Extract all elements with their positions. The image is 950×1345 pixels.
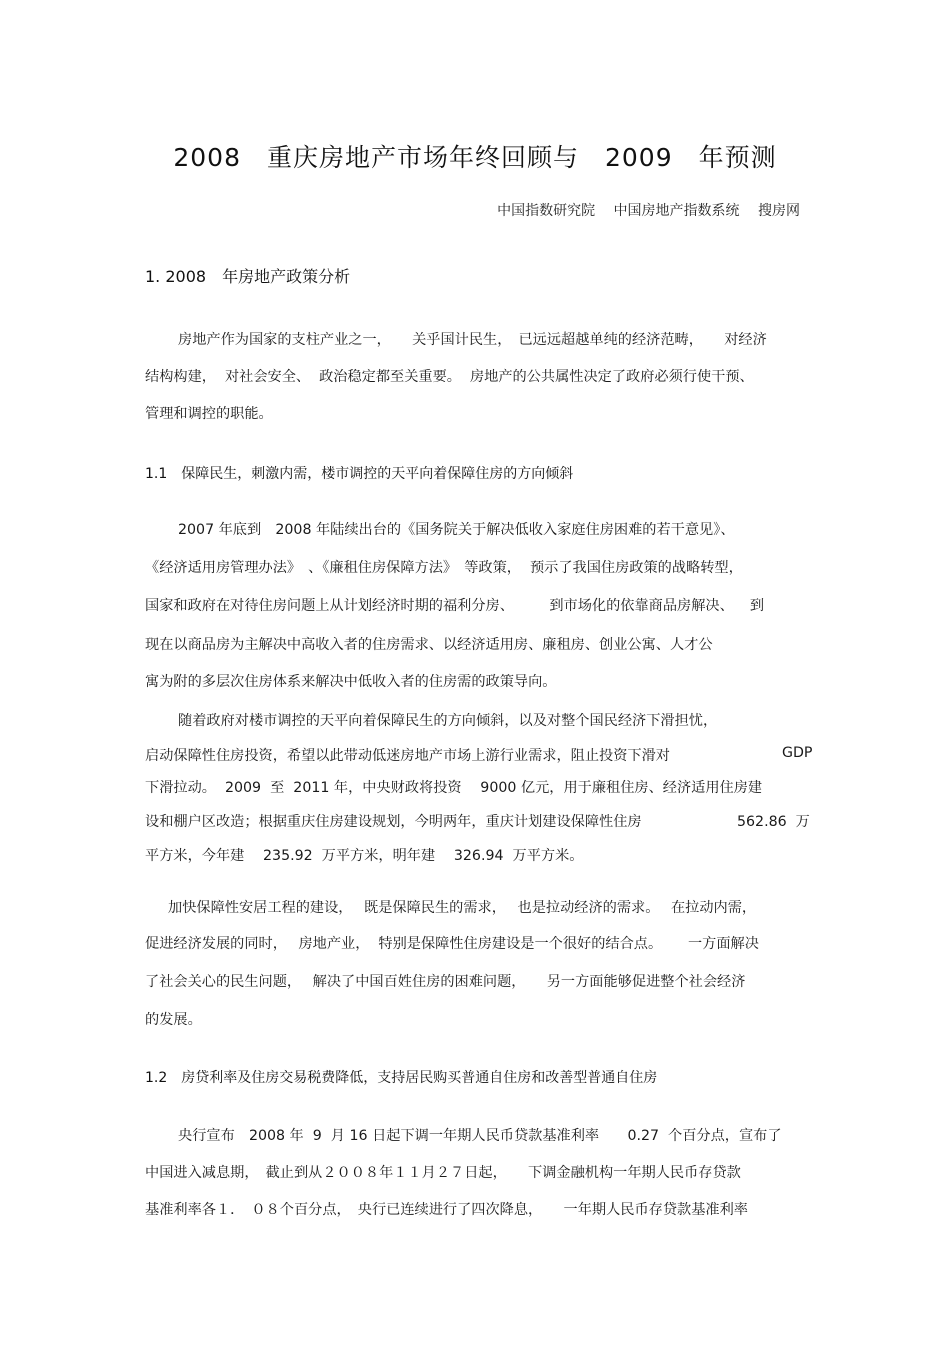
paragraph-line: 中国进入减息期， 截止到从２００８年１１月２７日起， 下调金融机构一年期人民币存贷款 [145,1165,741,1181]
paragraph-line: 促进经济发展的同时， 房地产业， 特别是保障性住房建设是一个很好的结合点。 一方面解决 [145,936,759,952]
document-title: 2008 重庆房地产市场年终回顾与 2009 年预测 [173,143,777,172]
paragraph-line: 随着政府对楼市调控的天平向着保障民生的方向倾斜，以及对整个国民经济下滑担忧， [178,713,718,729]
section-heading-1-1: 1.1 保障民生，刺激内需，楼市调控的天平向着保障住房的方向倾斜 [145,466,574,482]
paragraph-line: 2007 年底到 2008 年陆续出台的《国务院关于解决低收入家庭住房困难的若干意见》、 [178,522,735,538]
paragraph-line: 房地产作为国家的支柱产业之一， 关乎国计民生， 已远远超越单纯的经济范畴， 对经济 [178,332,767,348]
number-562: 562.86 万 [737,814,810,830]
paragraph-line: 央行宣布 2008 年 9 月 16 日起下调一年期人民币贷款基准利率 0.27 个百分点，宣布了 [178,1128,782,1144]
paragraph-line: 的发展。 [145,1012,202,1028]
section-heading-1: 1. 2008 年房地产政策分析 [145,267,351,286]
paragraph-line: 管理和调控的职能。 [145,406,273,422]
paragraph-line: 加快保障性安居工程的建设， 既是保障民生的需求， 也是拉动经济的需求。 在拉动内需， [168,900,757,916]
paragraph-line: 了社会关心的民生问题， 解决了中国百姓住房的困难问题， 另一方面能够促进整个社会经济 [145,974,746,990]
paragraph-line: 现在以商品房为主解决中高收入者的住房需求、以经济适用房、廉租房、创业公寓、人才公 [145,637,713,653]
authors: 中国指数研究院 中国房地产指数系统 搜房网 [497,203,800,219]
paragraph-line: 下滑拉动。 2009 至 2011 年，中央财政将投资 9000 亿元，用于廉租住房、经济适用住房建 [145,780,763,796]
paragraph-line: 平方米，今年建 235.92 万平方米，明年建 326.94 万平方米。 [145,848,584,864]
paragraph-line: 结构构建， 对社会安全、 政治稳定都至关重要。 房地产的公共属性决定了政府必须行使干预、 [145,369,754,385]
paragraph-line: 基准利率各１． ０８个百分点， 央行已连续进行了四次降息， 一年期人民币存贷款基准利率 [145,1202,748,1218]
paragraph-line: 启动保障性住房投资，希望以此带动低迷房地产市场上游行业需求，阻止投资下滑对 [145,748,670,764]
paragraph-line: 《经济适用房管理办法》 、《廉租住房保障方法》 等政策， 预示了我国住房政策的战略转型， [145,560,743,576]
gdp-text: GDP [782,745,813,761]
paragraph-line: 设和棚户区改造；根据重庆住房建设规划，今明两年，重庆计划建设保障性住房 [145,814,642,830]
section-heading-1-2: 1.2 房贷利率及住房交易税费降低，支持居民购买普通自住房和改善型普通自住房 [145,1070,658,1086]
paragraph-line: 寓为附的多层次住房体系来解决中低收入者的住房需的政策导向。 [145,674,557,690]
paragraph-line: 国家和政府在对待住房问题上从计划经济时期的福利分房、 到市场化的依靠商品房解决、 到 [145,598,765,614]
